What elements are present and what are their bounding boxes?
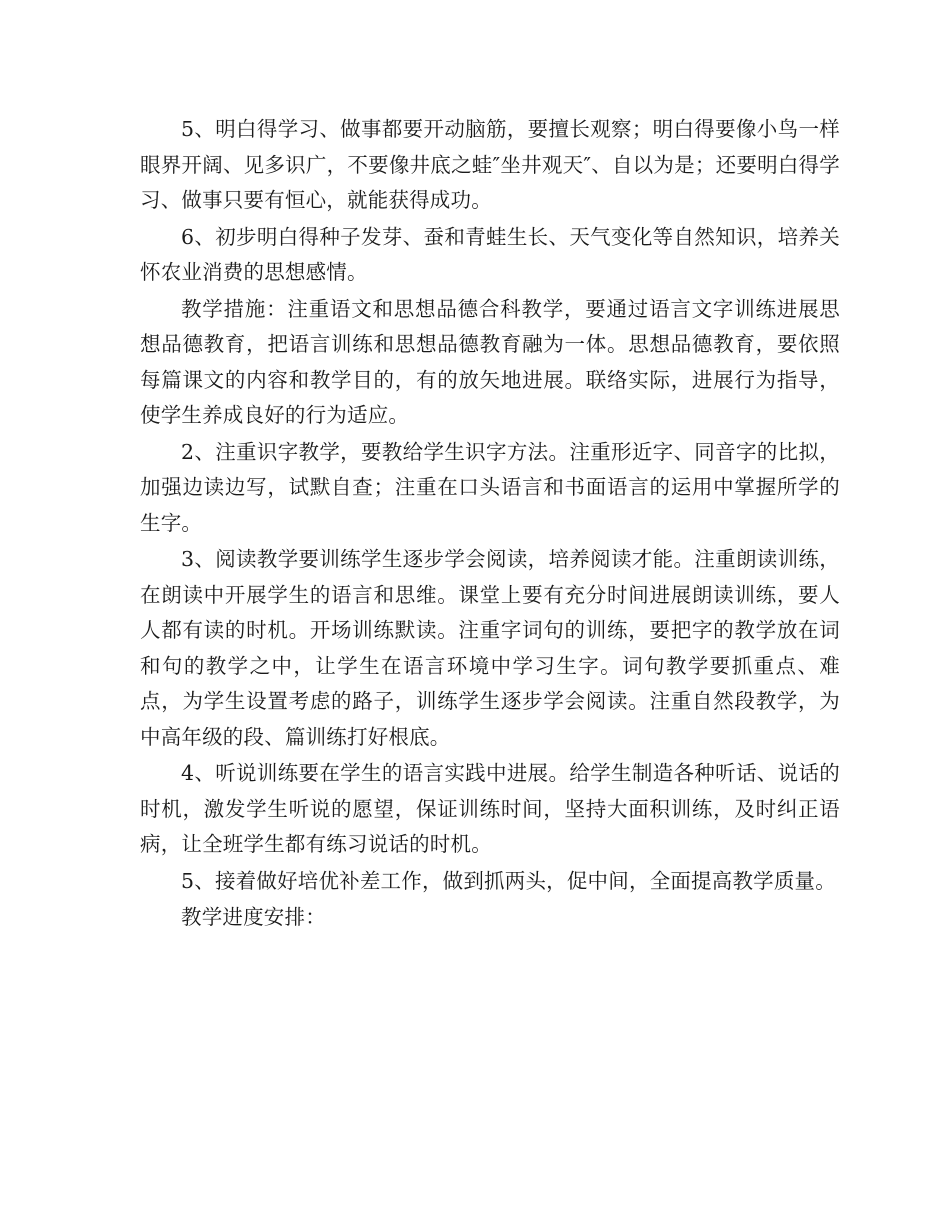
paragraph-measure-4: 4、听说训练要在学生的语言实践中进展。给学生制造各种听话、说话的时机，激发学生听说的愿望，保证训练时间，坚持大面积训练，及时纠正语病，让全班学生都有练习说话的时机。 (140, 761, 840, 856)
paragraph-schedule-heading: 教学进度安排： (181, 905, 326, 929)
paragraph-teaching-measures: 教学措施：注重语文和思想品德合科教学，要通过语言文字训练进展思想品德教育，把语言训练和思想品德教育融为一体。思想品德教育，要依照每篇课文的内容和教学目的，有的放矢地进展。联络实际，进展行为指导，使学生养成良好的行为适应。 (140, 296, 840, 427)
paragraph-measure-3: 3、阅读教学要训练学生逐步学会阅读，培养阅读才能。注重朗读训练，在朗读中开展学生的语言和思维。课堂上要有充分时间进展朗读训练，要人人都有读的时机。开场训练默读。注重字词句的训练，要把字的教学放在词和句的教学之中，让学生在语言环境中学习生字。词句教学要抓重点、难点，为学生设置考虑的路子，训练学生逐步学会阅读。注重自然段教学，为中高年级的段、篇训练打好根底。 (140, 547, 840, 749)
paragraph-goal-5: 5、明白得学习、做事都要开动脑筋，要擅长观察；明白得要像小鸟一样眼界开阔、见多识广，不要像井底之蛙″坐井观天″、自以为是；还要明白得学习、做事只要有恒心，就能获得成功。 (140, 117, 840, 212)
paragraph-measure-2: 2、注重识字教学，要教给学生识字方法。注重形近字、同音字的比拟，加强边读边写，试默自查；注重在口头语言和书面语言的运用中掌握所学的生字。 (140, 439, 840, 535)
document-body (140, 112, 840, 937)
paragraph-goal-6: 6、初步明白得种子发芽、蚕和青蛙生长、天气变化等自然知识，培养关怀农业消费的思想感情。 (140, 224, 840, 284)
paragraph-measure-5: 5、接着做好培优补差工作，做到抓两头，促中间，全面提高教学质量。 (181, 868, 836, 893)
